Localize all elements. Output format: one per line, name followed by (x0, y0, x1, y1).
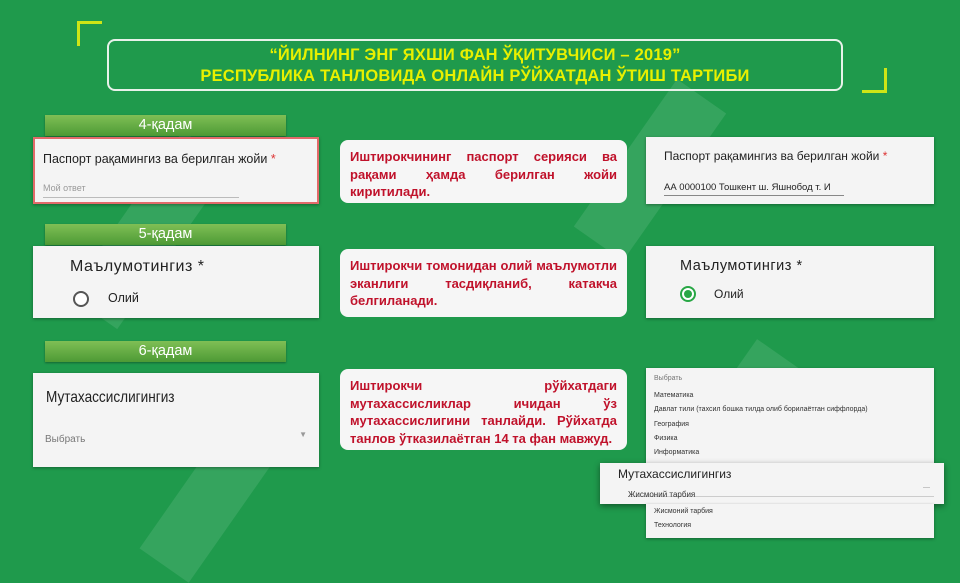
specialty-overlay-list (646, 504, 934, 538)
passport-filled-card (646, 137, 934, 204)
step-5-bar: 5-қадам (45, 224, 286, 245)
dropdown-item[interactable]: Информатика (654, 449, 700, 456)
specialty-field-card (33, 373, 319, 467)
passport-filled-input[interactable]: АА 0000100 Тошкент ш. Яшнобод т. И (664, 182, 844, 196)
dropdown-item[interactable]: Математика (654, 392, 694, 399)
dropdown-item[interactable]: Жисмоний тарбия (654, 508, 713, 515)
dropdown-item[interactable]: Технология (654, 522, 692, 529)
radio-higher-education[interactable] (73, 291, 89, 307)
chevron-down-icon: — (923, 484, 930, 491)
passport-field-label: Паспорт рақамингиз ва берилган жойи * (43, 152, 276, 166)
specialty-selected-select[interactable] (628, 484, 934, 497)
radio-higher-education-label: Олий (108, 291, 139, 305)
step-4-note: Иштирокчининг паспорт серияси ва рақами ҳамда берилган жойи киритилади. (340, 140, 627, 203)
step-4-bar: 4-қадам (45, 115, 286, 136)
step-6-bar: 6-қадам (45, 341, 286, 362)
title-line-2: РЕСПУБЛИКА ТАНЛОВИДА ОНЛАЙН РЎЙХАТДАН ЎТИШ ТАРТИБИ (200, 67, 750, 85)
education-field-label: Маълумотингиз * (70, 258, 205, 275)
dropdown-item[interactable]: Выбрать (654, 375, 683, 382)
specialty-selected-value: Жисмоний тарбия (628, 490, 696, 499)
passport-field-card (33, 137, 319, 204)
corner-bracket-top-left (77, 21, 102, 46)
dropdown-item[interactable]: Давлат тили (тахсил бошка тилда олиб борилаётган сиффлорда) (654, 406, 868, 413)
chevron-down-icon: ▼ (299, 430, 307, 439)
corner-bracket-bottom-right (862, 68, 887, 93)
specialty-select-value: Выбрать (45, 434, 86, 445)
education-filled-card (646, 246, 934, 318)
passport-filled-label: Паспорт рақамингиз ва берилган жойи * (664, 149, 888, 163)
passport-input[interactable]: Мой ответ (43, 183, 239, 198)
step-6-note: Иштирокчи рўйхатдаги мутахассисликлар ичидан ўз мутахассислигини танлайди. Рўйхатда танлов ўтказилаётган 14 та фан мавжуд. (340, 369, 627, 450)
specialty-selected-card (600, 463, 944, 504)
education-filled-label: Маълумотингиз * (680, 258, 803, 274)
specialty-dropdown-list (646, 368, 934, 464)
education-field-card (33, 246, 319, 318)
title-line-1: “ЙИЛНИНГ ЭНГ ЯХШИ ФАН ЎҚИТУВЧИСИ – 2019” (269, 46, 681, 64)
specialty-select[interactable] (45, 429, 307, 445)
specialty-selected-label: Мутахассислигингиз (618, 467, 732, 481)
specialty-field-label: Мутахассислигингиз (46, 389, 175, 406)
radio-higher-education-selected[interactable] (680, 286, 696, 302)
page-title (107, 39, 843, 91)
step-5-note: Иштирокчи томонидан олий маълумотли эканлиги тасдиқланиб, катакча белгиланади. (340, 249, 627, 317)
dropdown-item[interactable]: Физика (654, 435, 678, 442)
radio-higher-education-selected-label: Олий (714, 287, 744, 301)
dropdown-item[interactable]: География (654, 421, 689, 428)
